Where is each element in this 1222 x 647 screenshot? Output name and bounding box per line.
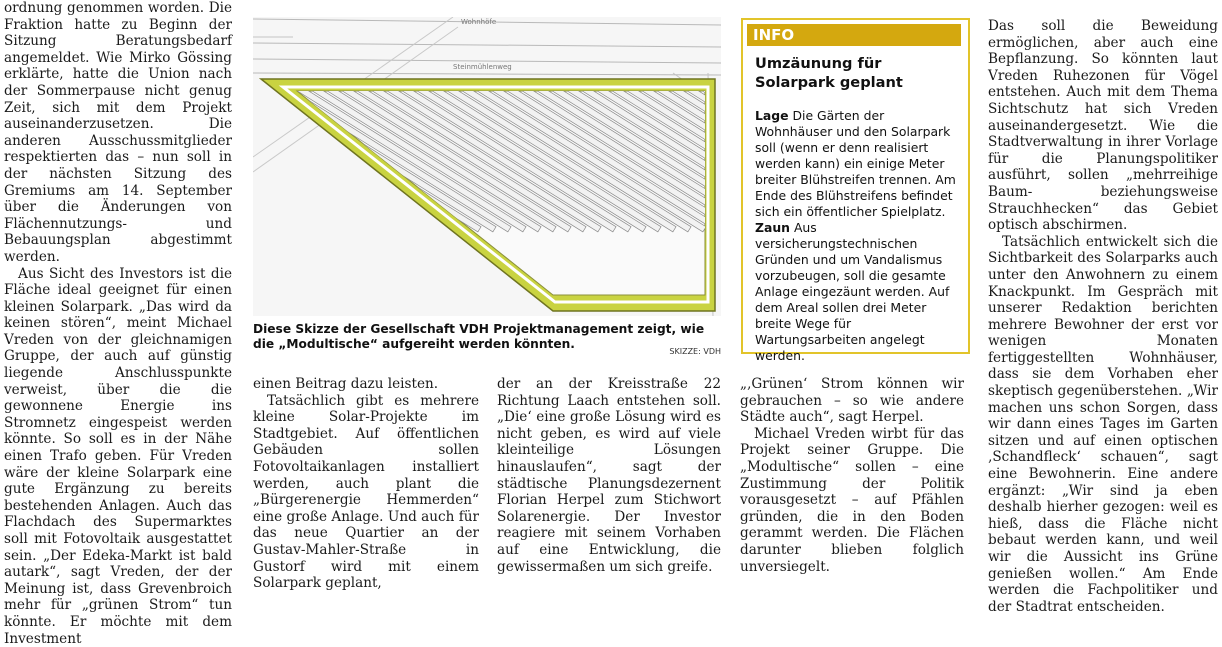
article-column-2 — [253, 376, 479, 592]
paragraph: Michael Vreden wirbt für das Projekt seiner Gruppe. Die „Modultische“ sollen – eine Zustimmung der Politik vorausgesetzt – auf Pfählen gründen, die in den Boden gerammt werden. Die Flächen darunter blieben folglich unversiegelt. — [740, 426, 964, 575]
figure-caption: Diese Skizze der Gesellschaft VDH Projektmanagement zeigt, wie die „Modultische“ aufgereiht werden könnten. — [253, 322, 721, 352]
info-body — [755, 108, 962, 364]
article-column-3 — [497, 376, 721, 575]
info-box — [741, 18, 970, 354]
article-column-4 — [740, 376, 964, 575]
info-label-zaun: Zaun — [755, 220, 790, 235]
street-label-top: Wohnhöfe — [461, 18, 496, 26]
street-label-middle: Steinmühlenweg — [453, 63, 512, 71]
info-title: Umzäunung für Solarpark geplant — [755, 54, 960, 92]
paragraph: Tatsächlich gibt es mehrere kleine Solar-Projekte im Stadtgebiet. Auf öffentlichen Gebäuden sollen Fotovoltaikanlagen installiert werden, auch plant die „Bürgerenergie Hemmerden“ eine große Anlage. Und auch für das neue Quartier an der Gustav-Mahler-Straße in Gustorf wird mit einem Solarpark geplant, — [253, 393, 479, 592]
paragraph: einen Beitrag dazu leisten. — [253, 376, 479, 393]
article-column-5 — [988, 18, 1218, 615]
article-column-1 — [4, 0, 232, 647]
paragraph: Aus Sicht des Investors ist die Fläche ideal geeignet für einen kleinen Solarpark. „Das wird da keinen stören“, meint Michael Vreden von der gleichnamigen Gruppe, der auch auf günstig liegende Anschlusspunkte verweist, über die die gewonnene Energie ins Stromnetz eingespeist werden könnte. So soll es in der Nähe einen Trafo geben. Für Vreden wäre der kleine Solarpark eine gute Ergänzung zu bereits bestehenden Anlagen. Auch das Flachdach des Supermarktes soll mit Fotovoltaik ausgestattet sein. „Der Edeka-Markt ist bald autark“, sagt Vreden, der der Meinung ist, dass Grevenbroich mehr für „grünen Strom“ tun könnte. Er möchte mit dem Investment — [4, 266, 232, 647]
paragraph: Tatsächlich entwickelt sich die Sichtbarkeit des Solarparks auch unter den Anwohnern zu einem Knackpunkt. Im Gespräch mit unserer Redaktion berichten mehrere Bewohner der erst vor wenigen Monaten fertiggestellten Wohnhäuser, dass sie dem Vorhaben eher skeptisch gegenüberstehen. „Wir machen uns schon Sorgen, dass wir dann eines Tages im Garten sitzen und auf einen optischen ‚Schandfleck‘ schauen“, sagt eine Bewohnerin. Eine andere ergänzt: „Wir sind ja eben deshalb hierher gezogen: weil es hieß, dass die Fläche nicht bebaut werden kann, und weil wir die Aussicht ins Grüne genießen wollen.“ Am Ende werden die Fachpolitiker und der Stadtrat entscheiden. — [988, 234, 1218, 616]
info-text-zaun: Aus versicherungstechnischen Gründen und um Vandalismus vorzubeugen, soll die gesamte Anlage eingezäunt werden. Auf dem Areal sollen drei Meter breite Wege für Wartungsarbeiten angelegt werden. — [755, 220, 949, 363]
paragraph: der an der Kreisstraße 22 Richtung Laach entstehen soll. „Die‘ eine große Lösung wird es nicht geben, es wird auf viele kleinteilige Lösungen hinauslaufen“, sagt der städtische Planungsdezernent Florian Herpel zum Stichwort Solarenergie. Der Investor reagiere mit seinem Vorhaben auf eine Entwicklung, die gewissermaßen um sich greife. — [497, 376, 721, 575]
paragraph: Das soll die Beweidung ermöglichen, aber auch eine Bepflanzung. So könnten laut Vreden Ruhezonen für Vögel entstehen. Auch mit dem Thema Sichtschutz hat sich Vreden auseinandergesetzt. Wie die Stadtverwaltung in ihrer Vorlage für die Planungspolitiker ausführt, sollen „mehrreihige Baum- beziehungsweise Strauchhecken“ das Gebiet optisch abschirmen. — [988, 18, 1218, 234]
figure-credit: SKIZZE: VDH — [640, 347, 721, 356]
paragraph: „‚Grünen‘ Strom können wir gebrauchen – so wie andere Städte auch“, sagt Herpel. — [740, 376, 964, 426]
info-text-lage: Die Gärten der Wohnhäuser und den Solarpark soll (wenn er denn realisiert werden kann) ein einige Meter breiter Blühstreifen trennen. Am Ende des Blühstreifens befindet sich ein öffentlicher Spielplatz. — [755, 108, 956, 219]
paragraph: ordnung genommen worden. Die Fraktion hatte zu Beginn der Sitzung Beratungsbedarf angemeldet. Wie Mirko Gössing erklärte, hatte die Union nach der Sommerpause nicht genug Zeit, sich mit dem Projekt auseinanderzusetzen. Die anderen Ausschussmitglieder respektierten das – nun soll in der nächsten Sitzung des Gremiums am 14. September über die Änderungen von Flächennutzungs- und Bebauungsplan abgestimmt werden. — [4, 0, 232, 266]
info-label-lage: Lage — [755, 108, 789, 123]
solar-park-sketch — [253, 17, 721, 316]
info-tag: INFO — [747, 24, 961, 46]
